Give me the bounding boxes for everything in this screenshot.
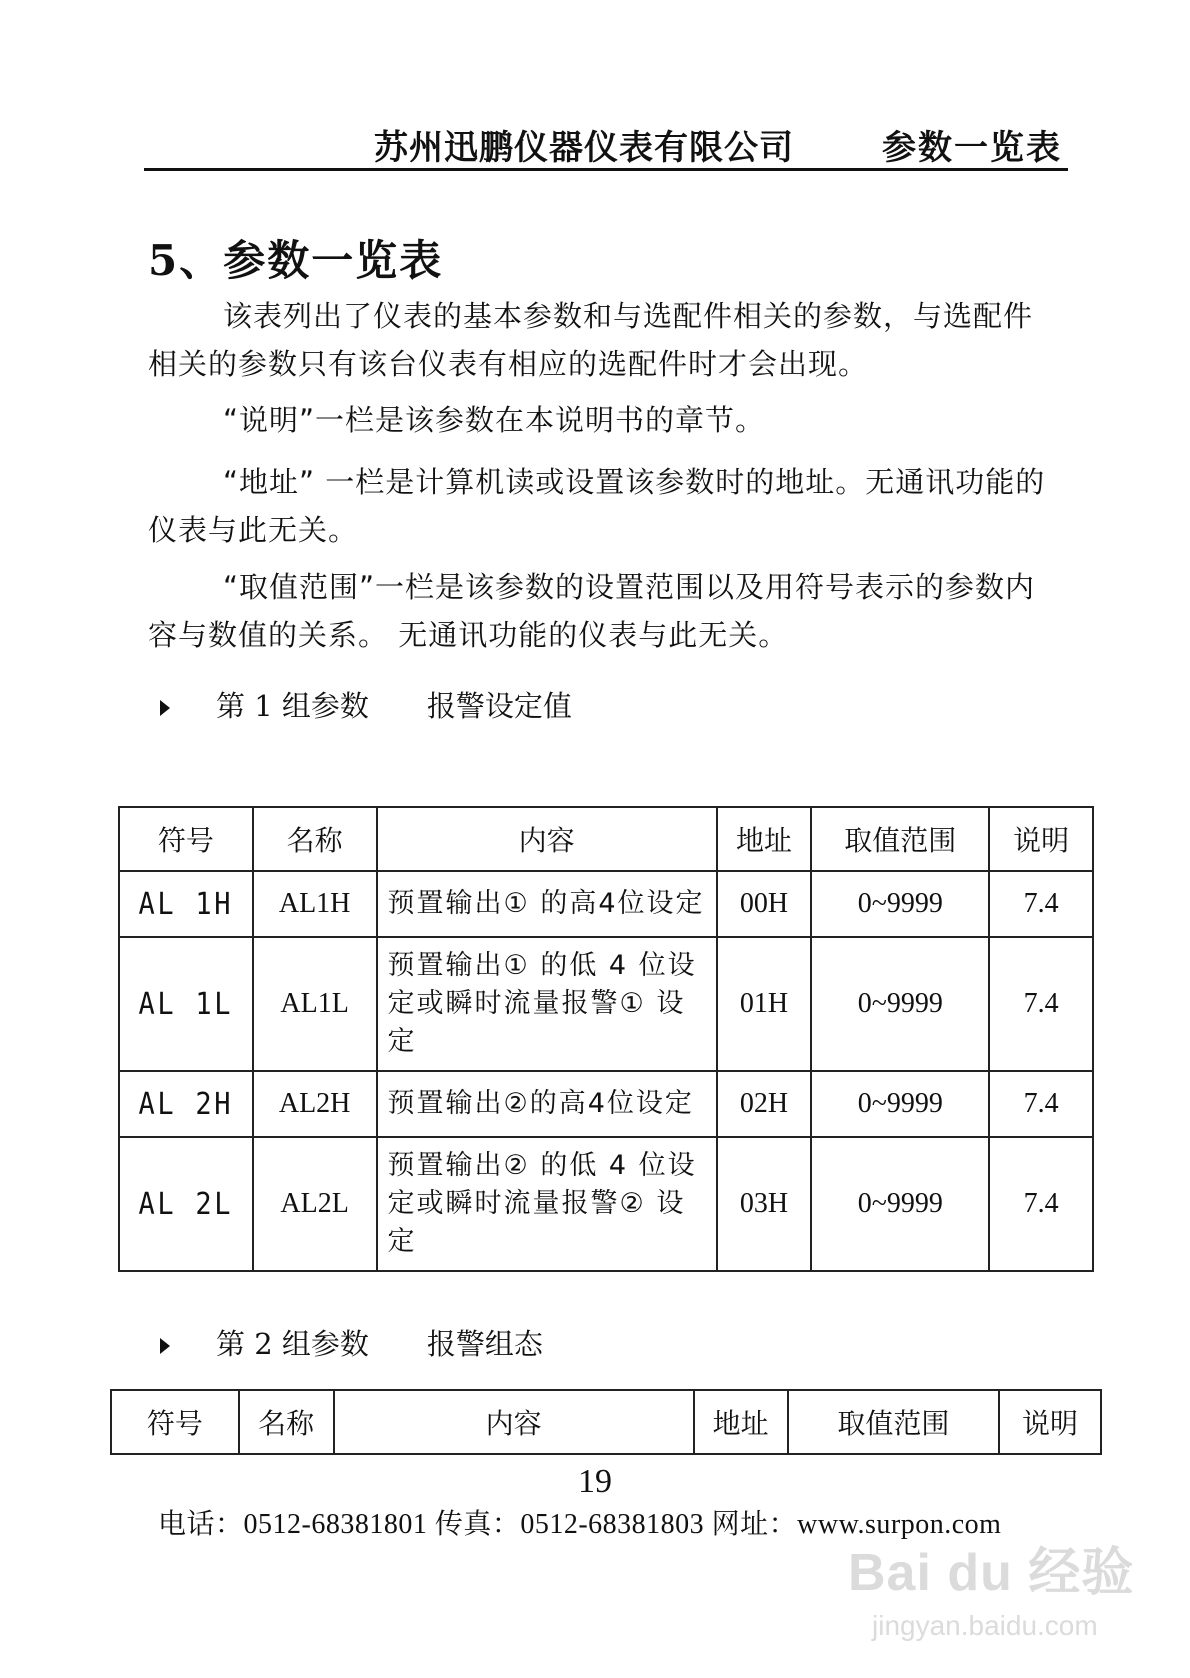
cell-range: 0~9999	[811, 1071, 989, 1137]
header-name: 名称	[239, 1390, 334, 1454]
table-row	[119, 937, 1093, 1071]
cell-address: 01H	[717, 937, 812, 1071]
document-title: 参数一览表	[882, 128, 1062, 168]
group-1-name: 报警设定值	[426, 689, 572, 723]
header-content: 内容	[377, 807, 717, 871]
group-1-heading: 第 1 组参数 报警设定值	[160, 684, 572, 725]
cell-ref: 7.4	[989, 937, 1093, 1071]
cell-content: 预置输出① 的高4位设定	[377, 871, 717, 937]
header-range: 取值范围	[811, 807, 989, 871]
cell-content: 预置输出②的高4位设定	[377, 1071, 717, 1137]
page-number: 19	[578, 1463, 612, 1500]
cell-address: 03H	[717, 1137, 812, 1271]
header-name: 名称	[253, 807, 377, 871]
cell-name: AL2H	[253, 1071, 377, 1137]
table-row	[119, 871, 1093, 937]
table-group-1	[118, 806, 1094, 1272]
header-address: 地址	[717, 807, 812, 871]
cell-content: 预置输出① 的低 4 位设定或瞬时流量报警① 设定	[377, 937, 717, 1071]
cell-symbol: AL 2L	[126, 1137, 246, 1271]
note-range-paragraph: “取值范围”一栏是该参数的设置范围以及用符号表示的参数内容与数值的关系。 无通讯功能的仪表与此无关。	[148, 570, 1036, 652]
table-header-row	[111, 1390, 1101, 1454]
header-symbol: 符号	[119, 807, 253, 871]
header-address: 地址	[694, 1390, 788, 1454]
cell-range: 0~9999	[811, 871, 989, 937]
cell-name: AL1H	[253, 871, 377, 937]
table-row	[119, 1137, 1093, 1271]
group-2-name: 报警组态	[426, 1327, 543, 1361]
company-name: 苏州迅鹏仪器仪表有限公司	[374, 128, 794, 168]
header-range: 取值范围	[788, 1390, 1000, 1454]
note-ref-paragraph: “说明”一栏是该参数在本说明书的章节。	[223, 403, 766, 437]
cell-name: AL2L	[253, 1137, 377, 1271]
header-ref: 说明	[999, 1390, 1101, 1454]
intro-paragraph: 该表列出了仪表的基本参数和与选配件相关的参数，与选配件相关的参数只有该台仪表有相应的选配件时才会出现。	[148, 299, 1034, 381]
note-address-paragraph: “地址” 一栏是计算机读或设置该参数时的地址。无通讯功能的仪表与此无关。	[148, 465, 1046, 547]
header-content: 内容	[334, 1390, 694, 1454]
cell-ref: 7.4	[989, 1071, 1093, 1137]
watermark-logo: Bai du 经验	[848, 1544, 1135, 1602]
table-group-2	[110, 1389, 1102, 1455]
cell-content: 预置输出② 的低 4 位设定或瞬时流量报警② 设定	[377, 1137, 717, 1271]
bullet-arrow-icon	[160, 700, 170, 716]
header-ref: 说明	[989, 807, 1093, 871]
bullet-arrow-icon	[160, 1338, 170, 1354]
group-2-heading: 第 2 组参数 报警组态	[160, 1322, 543, 1363]
watermark-url: jingyan.baidu.com	[872, 1610, 1098, 1641]
cell-symbol: AL 2H	[126, 1071, 246, 1137]
cell-symbol: AL 1L	[126, 937, 246, 1071]
section-title: 5、参数一览表	[148, 236, 444, 285]
cell-range: 0~9999	[811, 1137, 989, 1271]
footer-contact: 电话：0512-68381801 传真：0512-68381803 网址：www.surpon.com	[158, 1509, 1002, 1540]
baidu-watermark	[848, 1530, 1138, 1665]
cell-symbol: AL 1H	[126, 871, 246, 937]
cell-ref: 7.4	[989, 1137, 1093, 1271]
cell-ref: 7.4	[989, 871, 1093, 937]
cell-address: 00H	[717, 871, 812, 937]
cell-range: 0~9999	[811, 937, 989, 1071]
header-symbol: 符号	[111, 1390, 239, 1454]
table-header-row	[119, 807, 1093, 871]
cell-name: AL1L	[253, 937, 377, 1071]
table-row	[119, 1071, 1093, 1137]
page-header	[144, 108, 1068, 171]
cell-address: 02H	[717, 1071, 812, 1137]
